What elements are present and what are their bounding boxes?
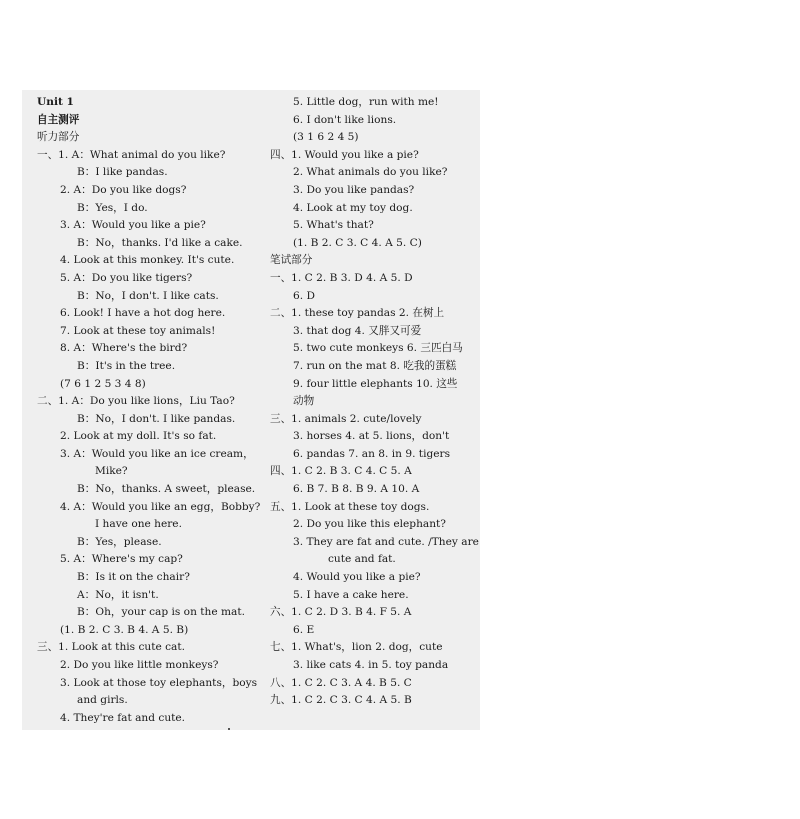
answer-line: Unit 1 xyxy=(37,96,74,108)
answer-line: 九、1. C 2. C 3. C 4. A 5. B xyxy=(270,694,412,707)
answer-line: 9. four little elephants 10. 这些 xyxy=(293,377,458,390)
answer-line: 笔试部分 xyxy=(270,254,313,267)
answer-line: 4. Look at this monkey. It's cute. xyxy=(60,254,235,267)
answer-line: cute and fat. xyxy=(328,553,396,566)
answer-line: 5. Little dog，run with me! xyxy=(293,96,439,108)
answer-line: (3 1 6 2 4 5) xyxy=(293,131,359,144)
answer-line: 三、1. Look at this cute cat. xyxy=(37,641,185,654)
answer-line: 动物 xyxy=(293,395,315,408)
answer-line: 3. horses 4. at 5. lions，don't xyxy=(293,430,450,443)
answer-line: 7. Look at these toy animals! xyxy=(60,324,216,337)
answer-line: B：Is it on the chair? xyxy=(77,571,190,584)
answer-line: 一、1. C 2. B 3. D 4. A 5. D xyxy=(270,271,413,284)
answer-line: 6. E xyxy=(293,623,315,636)
answer-line: 自主测评 xyxy=(37,113,80,126)
answer-line: 六、1. C 2. D 3. B 4. F 5. A xyxy=(270,606,412,619)
answer-line: 4. Would you like a pie? xyxy=(293,571,421,584)
answer-line: Mike? xyxy=(95,465,128,478)
answer-line: 5. What's that? xyxy=(293,219,374,232)
answer-line: B：No，I don't. I like pandas. xyxy=(77,412,236,425)
answer-line: 6. I don't like lions. xyxy=(293,113,397,126)
answer-line: 2. Do you like little monkeys? xyxy=(60,659,219,671)
answer-line: 3. that dog 4. 又胖又可爱 xyxy=(293,324,422,337)
answer-line: 八、1. C 2. C 3. A 4. B 5. C xyxy=(270,676,412,689)
answer-line: A：No，it isn't. xyxy=(77,588,159,601)
answer-line: B：No，thanks. A sweet，please. xyxy=(77,483,256,496)
answer-line: B：No，I don't. I like cats. xyxy=(77,289,219,302)
answer-line: I have one here. xyxy=(95,518,182,531)
answer-line: 5. A：Where's my cap? xyxy=(60,553,183,566)
answer-line: 2. A：Do you like dogs? xyxy=(60,183,187,196)
answer-line: 四、1. Would you like a pie? xyxy=(270,148,419,161)
answer-line: 五、1. Look at these toy dogs. xyxy=(270,500,430,513)
answer-line: 四、1. C 2. B 3. C 4. C 5. A xyxy=(270,465,412,478)
answer-line: 3. like cats 4. in 5. toy panda xyxy=(293,659,449,671)
answer-line: 4. A：Would you like an egg，Bobby? xyxy=(60,500,261,513)
answer-line: 3. A：Would you like a pie? xyxy=(60,219,206,232)
answer-line: 2. What animals do you like? xyxy=(293,166,448,179)
answer-line: 7. run on the mat 8. 吃我的蛋糕 xyxy=(293,359,457,372)
answer-line: 二、1. A：Do you like lions，Liu Tao? xyxy=(37,395,235,408)
answer-line: 5. A：Do you like tigers? xyxy=(60,271,193,284)
right-column xyxy=(270,94,480,710)
answer-line: 二、1. these toy pandas 2. 在树上 xyxy=(270,307,445,320)
answer-line: 8. A：Where's the bird? xyxy=(60,342,188,355)
answer-line: 2. Do you like this elephant? xyxy=(293,518,446,531)
answer-line: 听力部分 xyxy=(37,131,80,144)
answer-line: B：I like pandas. xyxy=(77,166,168,179)
answer-line: B：It's in the tree. xyxy=(77,359,176,372)
answer-line: and girls. xyxy=(77,694,128,707)
answer-line: 4. Look at my toy dog. xyxy=(293,201,413,214)
answer-line: 3. Look at those toy elephants，boys xyxy=(60,676,258,689)
answer-line: 6. B 7. B 8. B 9. A 10. A xyxy=(293,483,420,496)
answer-line: 3. Do you like pandas? xyxy=(293,183,415,196)
answer-line: B：Oh，your cap is on the mat. xyxy=(77,606,245,619)
answer-line: 3. A：Would you like an ice cream， xyxy=(60,447,254,460)
page-dot xyxy=(228,728,230,730)
answer-line: 6. D xyxy=(293,289,315,302)
left-column xyxy=(37,94,277,727)
answer-line: 6. Look! I have a hot dog here. xyxy=(60,307,226,320)
answer-line: (1. B 2. C 3. C 4. A 5. C) xyxy=(293,236,422,249)
answer-line: 6. pandas 7. an 8. in 9. tigers xyxy=(293,447,451,460)
answer-line: 4. They're fat and cute. xyxy=(60,711,186,724)
answer-line: (1. B 2. C 3. B 4. A 5. B) xyxy=(60,623,189,636)
answer-line: 5. two cute monkeys 6. 三匹白马 xyxy=(293,342,463,355)
answer-line: B：Yes，please. xyxy=(77,535,162,548)
answer-line: 3. They are fat and cute. /They are xyxy=(293,535,479,548)
answer-line: (7 6 1 2 5 3 4 8) xyxy=(60,377,146,390)
answer-line: 一、1. A：What animal do you like? xyxy=(37,148,226,161)
answer-line: 5. I have a cake here. xyxy=(293,588,409,601)
answer-line: 七、1. What's，lion 2. dog，cute xyxy=(270,641,443,654)
answer-line: 三、1. animals 2. cute/lovely xyxy=(270,412,422,425)
answer-line: B：No，thanks. I'd like a cake. xyxy=(77,236,243,249)
answer-line: B：Yes，I do. xyxy=(77,201,148,214)
answer-line: 2. Look at my doll. It's so fat. xyxy=(60,430,217,443)
